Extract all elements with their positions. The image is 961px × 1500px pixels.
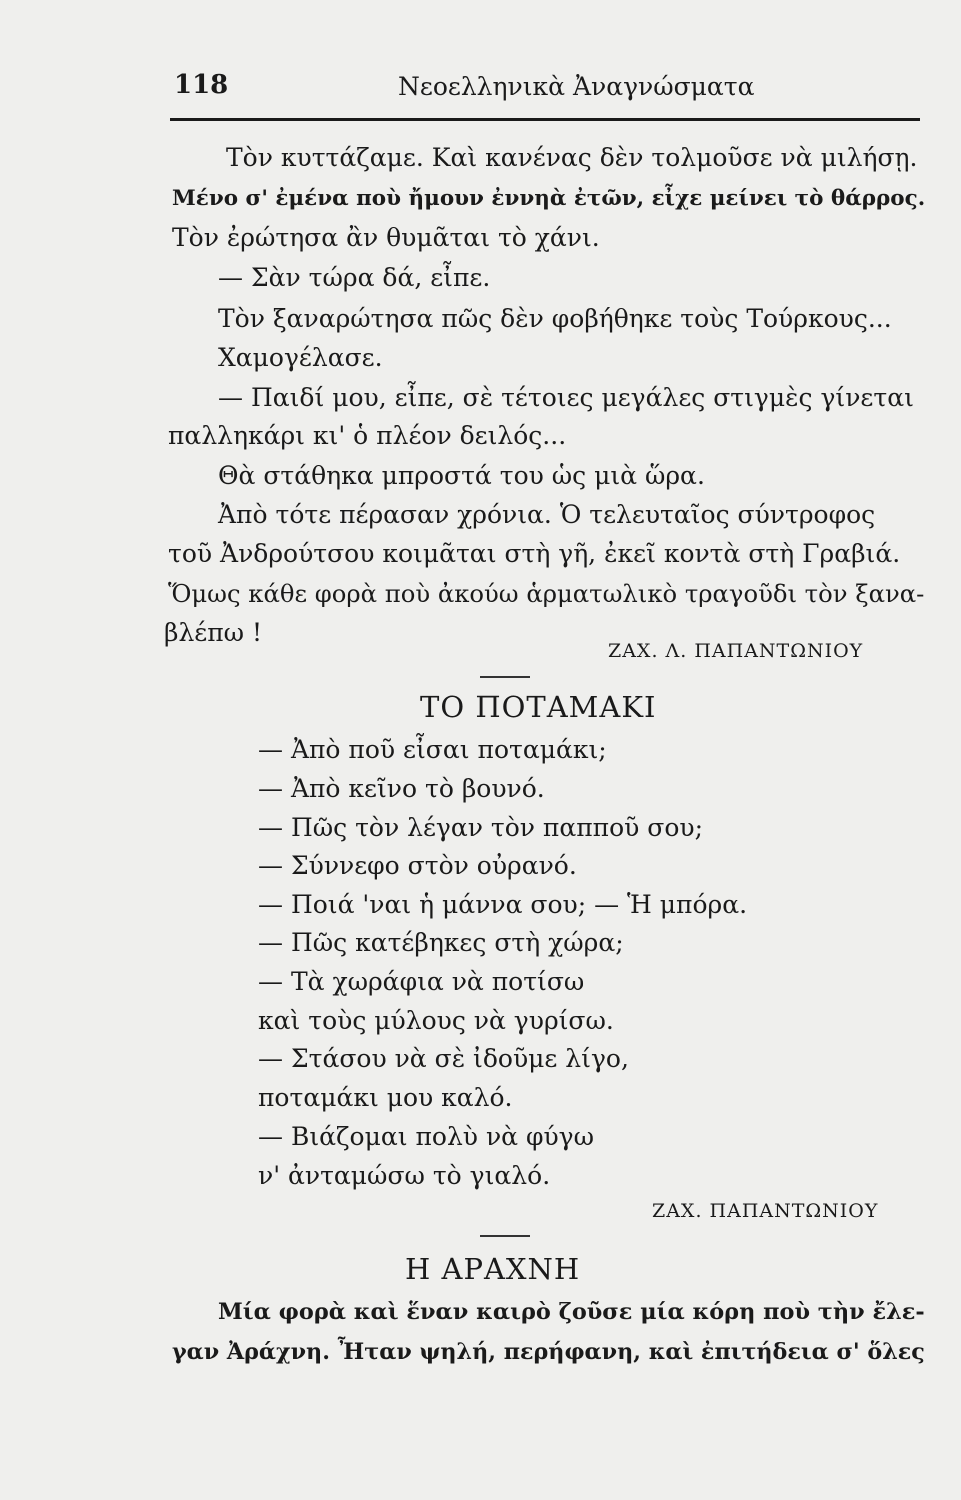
poem-line: ν' ἀνταμώσω τὸ γιαλό. xyxy=(258,1161,551,1190)
poem-line: — Ἀπὸ κεῖνο τὸ βουνό. xyxy=(258,774,545,803)
story1-line: — Παιδί μου, εἶπε, σὲ τέτοιες μεγάλες στιγμὲς γίνεται xyxy=(218,383,914,412)
poem-line: — Σύννεφο στὸν οὐρανό. xyxy=(258,851,577,880)
story1-line: Θὰ στάθηκα μπροστά του ὡς μιὰ ὥρα. xyxy=(218,461,705,490)
section-divider xyxy=(480,676,530,678)
story1-signature: ΖΑΧ. Λ. ΠΑΠΑΝΤΩΝΙΟΥ xyxy=(608,640,864,662)
poem-line: — Ποιά 'ναι ἡ μάννα σου; — Ἡ μπόρα. xyxy=(258,890,748,919)
poem-line: — Στάσου νὰ σὲ ἰδοῦμε λίγο, xyxy=(258,1044,629,1073)
poem-line: — Πῶς τὸν λέγαν τὸν παπποῦ σου; xyxy=(258,813,704,842)
story2-line: Μία φορὰ καὶ ἕναν καιρὸ ζοῦσε μία κόρη ποὺ τὴν ἔλε- xyxy=(218,1299,925,1325)
poem-title: ΤΟ ΠΟΤΑΜΑΚΙ xyxy=(420,690,657,724)
poem-signature: ΖΑΧ. ΠΑΠΑΝΤΩΝΙΟΥ xyxy=(652,1200,879,1222)
story1-line: Χαμογέλασε. xyxy=(218,343,383,372)
story2-title: Η ΑΡΑΧΝΗ xyxy=(405,1252,581,1286)
running-title: Νεοελληνικὰ Ἀναγνώσματα xyxy=(398,72,755,101)
page-number: 118 xyxy=(174,70,229,100)
story2-line: γαν Ἀράχνη. Ἦταν ψηλή, περήφανη, καὶ ἐπιτήδεια σ' ὅλες xyxy=(172,1339,925,1365)
story1-line: παλληκάρι κι' ὁ πλέον δειλός... xyxy=(168,421,567,450)
story1-line: Τὸν ξαναρώτησα πῶς δὲν φοβήθηκε τοὺς Τούρκους... xyxy=(218,304,892,333)
story1-line: τοῦ Ἀνδρούτσου κοιμᾶται στὴ γῆ, ἐκεῖ κοντὰ στὴ Γραβιά. xyxy=(168,539,901,568)
story1-line: Τὸν κυττάζαμε. Καὶ κανένας δὲν τολμοῦσε νὰ μιλήσῃ. xyxy=(226,143,918,172)
story1-line: — Σὰν τώρα δά, εἶπε. xyxy=(218,263,491,292)
story1-line: Ὅμως κάθε φορὰ ποὺ ἀκούω ἁρματωλικὸ τραγοῦδι τὸν ξανα- xyxy=(168,579,925,608)
story1-line: βλέπω ! xyxy=(164,618,263,647)
page-header xyxy=(170,70,918,106)
poem-line: καὶ τοὺς μύλους νὰ γυρίσω. xyxy=(258,1006,614,1035)
poem-line: ποταμάκι μου καλό. xyxy=(258,1083,513,1112)
section-divider xyxy=(480,1235,530,1237)
poem-line: — Βιάζομαι πολὺ νὰ φύγω xyxy=(258,1122,595,1151)
story1-line: Ἀπὸ τότε πέρασαν χρόνια. Ὁ τελευταῖος σύντροφος xyxy=(218,500,876,529)
poem-line: — Ἀπὸ ποῦ εἶσαι ποταμάκι; xyxy=(258,735,607,764)
poem-line: — Τὰ χωράφια νὰ ποτίσω xyxy=(258,967,585,996)
story1-line: Μένο σ' ἐμένα ποὺ ἤμουν ἐννηὰ ἐτῶν, εἶχε μείνει τὸ θάρρος. xyxy=(172,186,926,211)
story1-line: Τὸν ἐρώτησα ἂν θυμᾶται τὸ χάνι. xyxy=(172,223,600,252)
header-rule xyxy=(170,118,920,121)
poem-line: — Πῶς κατέβηκες στὴ χώρα; xyxy=(258,928,624,957)
